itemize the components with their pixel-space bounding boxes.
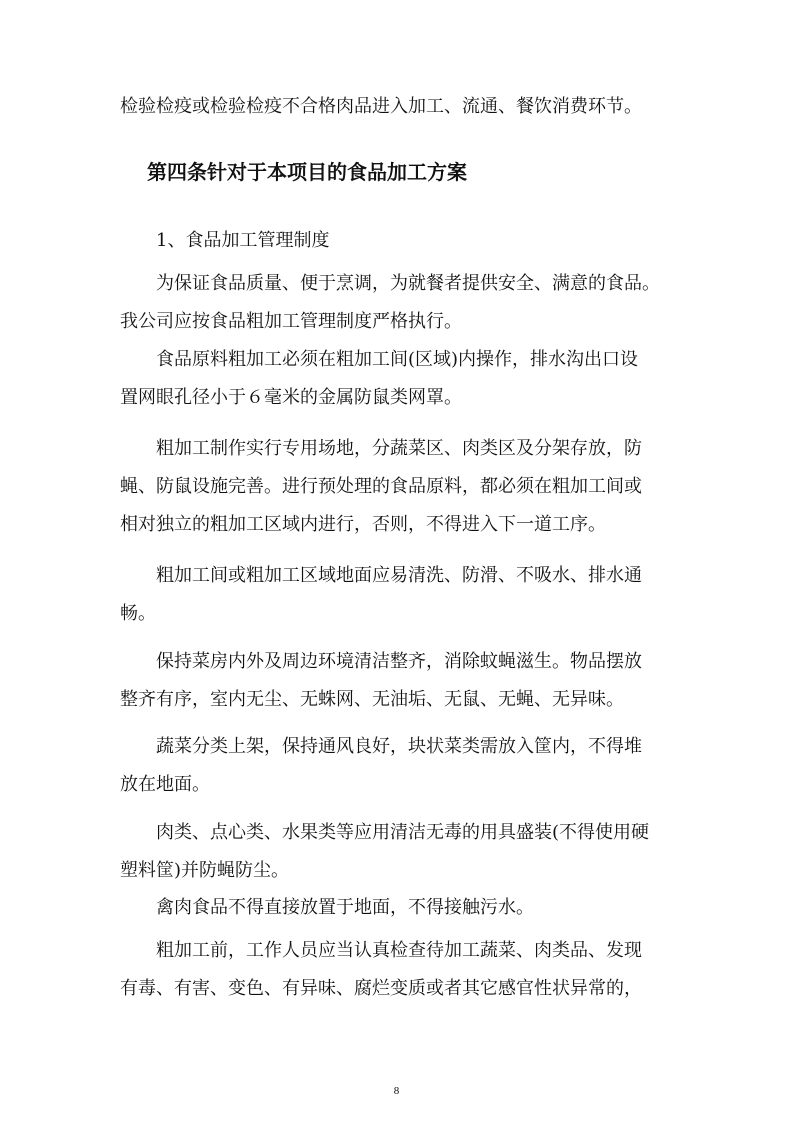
- paragraph-7: [120, 814, 680, 890]
- text-line: 食品原料粗加工必须在粗加工间(区域)内操作，排水沟出口设: [156, 349, 639, 370]
- paragraph-2: [120, 341, 680, 417]
- text-line: 粗加工间或粗加工区域地面应易清洗、防滑、不吸水、排水通: [156, 565, 642, 586]
- subheading: [120, 222, 680, 260]
- paragraph-6: [120, 728, 680, 804]
- text-line: 整齐有序，室内无尘、无蛛网、无油垢、无鼠、无蝇、无异味。: [120, 689, 624, 710]
- subheading-text: 1、食品加工管理制度: [156, 230, 330, 251]
- text-line: 畅。: [120, 603, 156, 624]
- text-line: 为保证食品质量、便于烹调，为就餐者提供安全、满意的食品。: [156, 273, 660, 294]
- paragraph-5: [120, 643, 680, 719]
- text-line: 相对独立的粗加工区域内进行，否则，不得进入下一道工序。: [120, 514, 606, 535]
- text-line: 放在地面。: [120, 774, 210, 795]
- section-heading: 第四条针对于本项目的食品加工方案: [147, 160, 467, 184]
- paragraph-1: [120, 265, 680, 341]
- text-line: 禽肉食品不得直接放置于地面，不得接触污水。: [156, 897, 534, 918]
- text-line: 保持菜房内外及周边环境清洁整齐，消除蚊蝇滋生。物品摆放: [156, 651, 642, 672]
- text-line: 有毒、有害、变色、有异味、腐烂变质或者其它感官性状异常的，: [120, 978, 642, 999]
- text-line: 肉类、点心类、水果类等应用清洁无毒的用具盛装(不得使用硬: [156, 822, 650, 843]
- paragraph-8: [120, 889, 680, 927]
- text-line: 我公司应按食品粗加工管理制度严格执行。: [120, 311, 462, 332]
- paragraph-continuation: [120, 88, 680, 126]
- text-line: 检验检疫或检验检疫不合格肉品进入加工、流通、餐饮消费环节。: [120, 96, 642, 117]
- text-line: 蔬菜分类上架，保持通风良好，块状菜类需放入筐内，不得堆: [156, 736, 642, 757]
- paragraph-3: [120, 430, 680, 544]
- text-line: 粗加工制作实行专用场地，分蔬菜区、肉类区及分架存放，防: [156, 438, 642, 459]
- text-line: 粗加工前，工作人员应当认真检查待加工蔬菜、肉类品、发现: [156, 940, 642, 961]
- page-number: 8: [393, 1085, 400, 1097]
- text-line: 蝇、防鼠设施完善。进行预处理的食品原料，都必须在粗加工间或: [120, 476, 642, 497]
- paragraph-4: [120, 557, 680, 633]
- text-line: 塑料筐)并防蝇防尘。: [120, 860, 290, 881]
- paragraph-9: [120, 932, 680, 1008]
- text-line: 置网眼孔径小于６毫米的金属防鼠类网罩。: [120, 387, 462, 408]
